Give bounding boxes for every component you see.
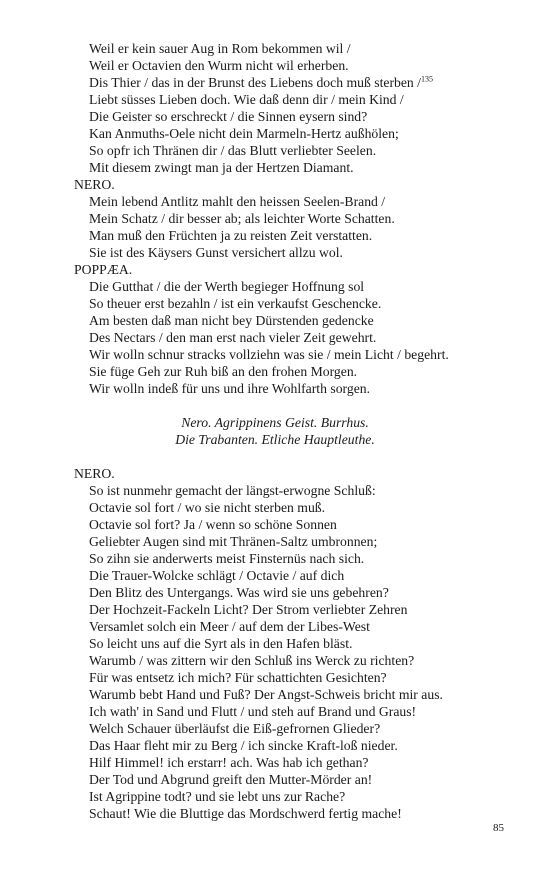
stage-direction: Nero. Agrippinens Geist. Burrhus. <box>181 415 369 430</box>
verse-line: Sie füge Geh zur Ruh biß an den frohen Morgen. <box>89 364 358 379</box>
speaker-name: NERO. <box>74 177 115 192</box>
verse-line: So zihn sie anderwerts meist Finsternüs nach sich. <box>89 551 365 566</box>
verse-line: Man muß den Früchten ja zu reisten Zeit verstatten. <box>89 228 373 243</box>
verse-line: Sie ist des Käysers Gunst versichert allzu wol. <box>89 245 343 260</box>
verse-text: Dis Thier / das in der Brunst des Liebens doch muß sterben / <box>89 75 421 90</box>
verse-line: Für was entsetz ich mich? Für schattichten Gesichten? <box>89 670 387 685</box>
verse-line: Weil er Octavien den Wurm nicht wil erherben. <box>89 58 349 73</box>
stage-direction: Die Trabanten. Etliche Hauptleuthe. <box>175 432 375 447</box>
verse-line: Des Nectars / den man erst nach vieler Zeit gewehrt. <box>89 330 377 345</box>
verse-line: Versamlet solch ein Meer / auf dem der Libes-West <box>89 619 370 634</box>
verse-line: Octavie sol fort / wo sie nicht sterben muß. <box>89 500 326 515</box>
verse-line: Ist Agrippine todt? und sie lebt uns zur Rache? <box>89 789 346 804</box>
speaker-name: POPPÆA. <box>74 262 133 277</box>
verse-line: Kan Anmuths-Oele nicht dein Marmeln-Hertz außhölen; <box>89 126 399 141</box>
verse-line: Am besten daß man nicht bey Dürstenden gedencke <box>89 313 374 328</box>
verse-line: So ist nunmehr gemacht der längst-erwogne Schluß: <box>89 483 376 498</box>
verse-line: Welch Schauer überläufst die Eiß-gefrornen Glieder? <box>89 721 381 736</box>
verse-line: Hilf Himmel! ich erstarr! ach. Was hab ich gethan? <box>89 755 369 770</box>
speaker-name: NERO. <box>74 466 115 481</box>
verse-line: Liebt süsses Lieben doch. Wie daß denn dir / mein Kind / <box>89 92 404 107</box>
verse-line: Octavie sol fort? Ja / wenn so schöne Sonnen <box>89 517 337 532</box>
verse-line: So theuer erst bezahln / ist ein verkaufst Geschencke. <box>89 296 382 311</box>
verse-line: Mein lebend Antlitz mahlt den heissen Seelen-Brand / <box>89 194 386 209</box>
footnote-marker: 135 <box>421 74 433 84</box>
verse-line: Geliebter Augen sind mit Thränen-Saltz umbronnen; <box>89 534 378 549</box>
verse-line: Weil er kein sauer Aug in Rom bekommen wil / <box>89 41 351 56</box>
verse-line <box>89 74 433 91</box>
verse-line: Die Gutthat / die der Werth begieger Hoffnung sol <box>89 279 365 294</box>
verse-line: Die Geister so erschreckt / die Sinnen eysern sind? <box>89 109 368 124</box>
verse-line: Der Tod und Abgrund greift den Mutter-Mörder an! <box>89 772 373 787</box>
verse-line: Wir wolln schnur stracks vollziehn was sie / mein Licht / begehrt. <box>89 347 449 362</box>
verse-line: Schaut! Wie die Bluttige das Mordschwerd fertig mache! <box>89 806 402 821</box>
verse-line: So leicht uns auf die Syrt als in den Hafen bläst. <box>89 636 353 651</box>
verse-line: Mein Schatz / dir besser ab; als leichter Worte Schatten. <box>89 211 395 226</box>
verse-line: Warumb / was zittern wir den Schluß ins Werck zu richten? <box>89 653 415 668</box>
verse-line: Warumb bebt Hand und Fuß? Der Angst-Schweis bricht mir aus. <box>89 687 443 702</box>
verse-line: Den Blitz des Untergangs. Was wird sie uns gebehren? <box>89 585 389 600</box>
verse-line: Mit diesem zwingt man ja der Hertzen Diamant. <box>89 160 354 175</box>
verse-line: Die Trauer-Wolcke schlägt / Octavie / auf dich <box>89 568 345 583</box>
verse-line: Das Haar fleht mir zu Berg / ich sincke Kraft-loß nieder. <box>89 738 398 753</box>
verse-line: Wir wolln indeß für uns und ihre Wohlfarth sorgen. <box>89 381 371 396</box>
page-number: 85 <box>493 822 504 834</box>
verse-line: Der Hochzeit-Fackeln Licht? Der Strom verliebter Zehren <box>89 602 408 617</box>
verse-line: Ich wath' in Sand und Flutt / und steh auf Brand und Graus! <box>89 704 417 719</box>
verse-line: So opfr ich Thränen dir / das Blutt verliebter Seelen. <box>89 143 377 158</box>
